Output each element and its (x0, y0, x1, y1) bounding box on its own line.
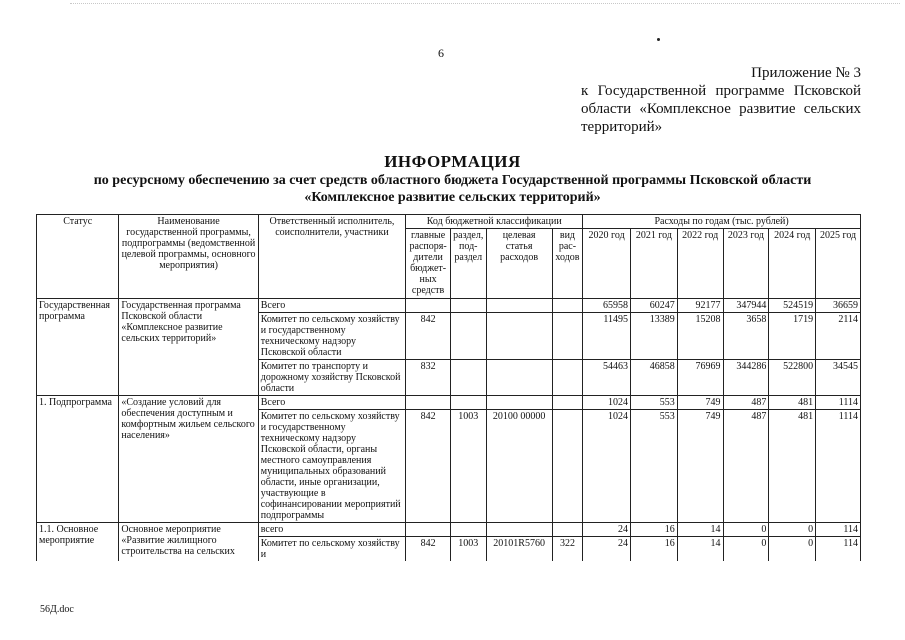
value-2021: 13389 (631, 313, 678, 360)
value-2024: 1719 (769, 313, 816, 360)
value-2020: 65958 (583, 299, 631, 313)
razdel-cell (450, 313, 486, 360)
header-name: Наименование государственной программы, подпрограммы (ведомственной целевой программы, основного мероприятия) (119, 215, 258, 299)
razdel-cell (450, 299, 486, 313)
header-year-2024: 2024 год (769, 229, 816, 299)
vr-cell (552, 299, 583, 313)
value-2022: 14 (677, 537, 723, 562)
value-2021: 16 (631, 523, 678, 537)
vr-cell (552, 410, 583, 523)
value-2020: 1024 (583, 410, 631, 523)
header-year-2022: 2022 год (677, 229, 723, 299)
csr-cell (486, 523, 552, 537)
heading-subtitle: по ресурсному обеспечению за счет средств областного бюджета Государственной программы Псковской области (93, 173, 812, 188)
status-cell: 1.1. Основное мероприятие (37, 523, 119, 562)
grbs-cell (406, 299, 451, 313)
value-2023: 347944 (723, 299, 769, 313)
executor-cell: Всего (258, 299, 405, 313)
header-razdel: раздел, под-раздел (450, 229, 486, 299)
header-year-2025: 2025 год (816, 229, 861, 299)
value-2020: 24 (583, 523, 631, 537)
header-executor: Ответственный исполнитель, соисполнители, участники (258, 215, 405, 299)
vr-cell: 322 (552, 537, 583, 562)
razdel-cell: 1003 (450, 537, 486, 562)
csr-cell: 20101R5760 (486, 537, 552, 562)
heading-program-name: «Комплексное развитие сельских территорий» (304, 190, 601, 205)
value-2022: 14 (677, 523, 723, 537)
appendix-body: к Государственной программе Псковской области «Комплексное развитие сельских территорий» (581, 83, 861, 135)
vr-cell (552, 313, 583, 360)
value-2025: 34545 (816, 360, 861, 396)
grbs-cell: 842 (406, 410, 451, 523)
header-csr: целевая статья расходов (486, 229, 552, 299)
razdel-cell (450, 523, 486, 537)
grbs-cell: 842 (406, 537, 451, 562)
header-year-2020: 2020 год (583, 229, 631, 299)
name-cell: Государственная программа Псковской области «Комплексное развитие сельских территорий» (119, 299, 258, 396)
vr-cell (552, 396, 583, 410)
grbs-cell (406, 523, 451, 537)
value-2022: 76969 (677, 360, 723, 396)
header-year-2021: 2021 год (631, 229, 678, 299)
value-2022: 749 (677, 396, 723, 410)
header-vr: вид рас-ходов (552, 229, 583, 299)
appendix-title: Приложение № 3 (751, 65, 861, 81)
value-2024: 481 (769, 396, 816, 410)
value-2023: 0 (723, 537, 769, 562)
table-row (37, 396, 861, 410)
value-2020: 11495 (583, 313, 631, 360)
csr-cell (486, 313, 552, 360)
csr-cell: 20100 00000 (486, 410, 552, 523)
heading-title: ИНФОРМАЦИЯ (384, 152, 521, 171)
table-header (37, 215, 861, 299)
grbs-cell: 842 (406, 313, 451, 360)
name-cell: Основное мероприятие «Развитие жилищного строительства на сельских (119, 523, 258, 562)
value-2021: 46858 (631, 360, 678, 396)
executor-cell: Комитет по сельскому хозяйству и государственному техническому надзору Псковской области, органы местного самоуправления муниципальных образований области, иные организации, участвующие в софинансировании мероприятий подпрограммы (258, 410, 405, 523)
budget-table (36, 214, 861, 561)
footer-filename: 56Д.doc (40, 604, 74, 615)
header-years-group: Расходы по годам (тыс. рублей) (583, 215, 861, 229)
table-body (37, 299, 861, 562)
value-2025: 1114 (816, 396, 861, 410)
vr-cell (552, 360, 583, 396)
table-row (37, 299, 861, 313)
value-2025: 114 (816, 523, 861, 537)
value-2025: 36659 (816, 299, 861, 313)
vr-cell (552, 523, 583, 537)
header-year-2023: 2023 год (723, 229, 769, 299)
value-2023: 344286 (723, 360, 769, 396)
value-2024: 524519 (769, 299, 816, 313)
status-cell: 1. Подпрограмма (37, 396, 119, 523)
executor-cell: всего (258, 523, 405, 537)
value-2023: 487 (723, 410, 769, 523)
name-cell: «Создание условий для обеспечения доступным и комфортным жильем сельского населения» (119, 396, 258, 523)
header-status: Статус (37, 215, 119, 299)
value-2020: 1024 (583, 396, 631, 410)
executor-cell: Всего (258, 396, 405, 410)
executor-cell: Комитет по сельскому хозяйству и государственному техническому надзору Псковской области (258, 313, 405, 360)
grbs-cell: 832 (406, 360, 451, 396)
value-2024: 0 (769, 523, 816, 537)
value-2021: 60247 (631, 299, 678, 313)
value-2022: 15208 (677, 313, 723, 360)
value-2020: 24 (583, 537, 631, 562)
scan-speck (657, 38, 660, 41)
header-grbs: главные распоря-дители бюджет-ных средств (406, 229, 451, 299)
value-2021: 553 (631, 410, 678, 523)
value-2022: 92177 (677, 299, 723, 313)
document-heading (0, 152, 905, 206)
value-2023: 0 (723, 523, 769, 537)
executor-cell: Комитет по сельскому хозяйству и (258, 537, 405, 562)
value-2022: 749 (677, 410, 723, 523)
value-2021: 16 (631, 537, 678, 562)
value-2024: 481 (769, 410, 816, 523)
appendix-note (581, 64, 861, 136)
value-2023: 3658 (723, 313, 769, 360)
csr-cell (486, 396, 552, 410)
value-2020: 54463 (583, 360, 631, 396)
value-2023: 487 (723, 396, 769, 410)
page-number: 6 (438, 46, 444, 60)
csr-cell (486, 299, 552, 313)
table-row (37, 523, 861, 537)
value-2025: 2114 (816, 313, 861, 360)
header-code-group: Код бюджетной классификации (406, 215, 583, 229)
executor-cell: Комитет по транспорту и дорожному хозяйству Псковской области (258, 360, 405, 396)
value-2025: 1114 (816, 410, 861, 523)
value-2024: 0 (769, 537, 816, 562)
scan-edge-dots (70, 3, 900, 4)
value-2025: 114 (816, 537, 861, 562)
csr-cell (486, 360, 552, 396)
value-2024: 522800 (769, 360, 816, 396)
value-2021: 553 (631, 396, 678, 410)
status-cell: Государственная программа (37, 299, 119, 396)
grbs-cell (406, 396, 451, 410)
razdel-cell (450, 396, 486, 410)
razdel-cell: 1003 (450, 410, 486, 523)
razdel-cell (450, 360, 486, 396)
